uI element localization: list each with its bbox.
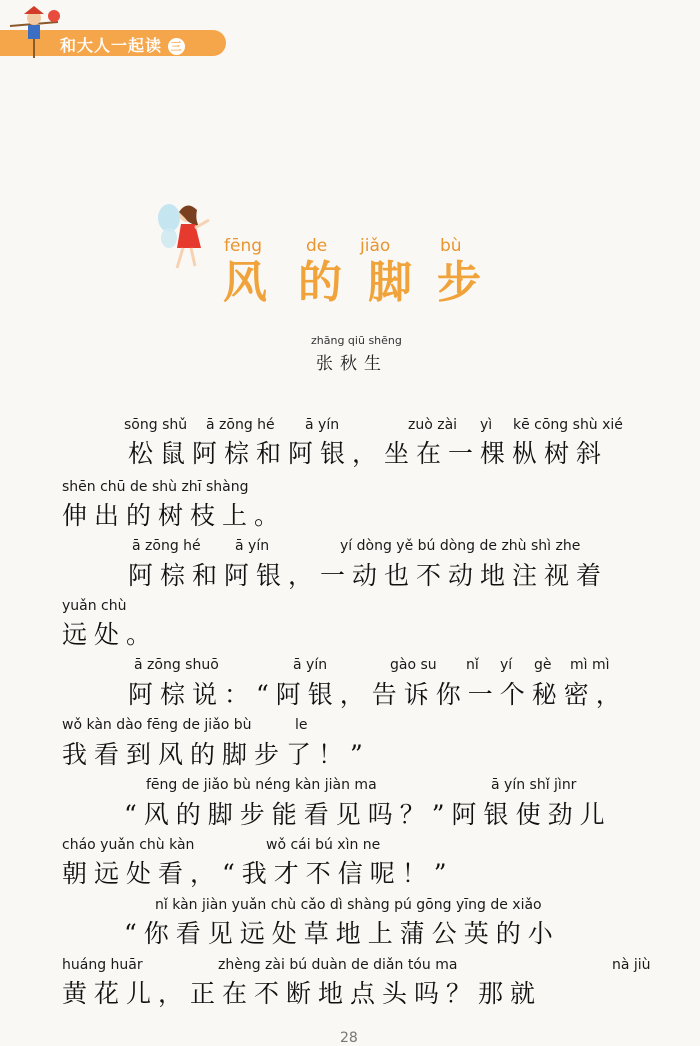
- series-title: [60, 33, 185, 56]
- title-char-1: 风: [223, 257, 267, 308]
- volume-badge: 三: [168, 38, 185, 55]
- line-2-text: 伸出的树枝上。: [62, 501, 287, 530]
- scarecrow-icon: [2, 4, 62, 60]
- line-3-text: 阿棕和阿银，一动也不动地注视着: [128, 561, 609, 590]
- line-7-pinyin: ā yín shǐ jìnr: [491, 777, 577, 793]
- line-1-pinyin: ā yín: [305, 417, 340, 433]
- line-10-pinyin: zhèng zài bú duàn de diǎn tóu ma: [218, 957, 458, 973]
- line-3-pinyin: ā yín: [235, 538, 270, 554]
- series-title-label: 和大人一起读: [60, 36, 163, 55]
- line-8-pinyin: cháo yuǎn chù kàn: [62, 837, 195, 853]
- line-1-pinyin: zuò zài: [408, 417, 458, 433]
- line-5-pinyin: ā zōng shuō: [134, 657, 219, 673]
- line-2-pinyin: shēn chū de shù zhī shàng: [62, 479, 249, 495]
- line-1-pinyin: kē cōng shù xié: [513, 417, 623, 433]
- line-1-pinyin: yì: [480, 417, 493, 433]
- line-6-text: 我看到风的脚步了！”: [62, 740, 370, 769]
- line-4-text: 远处。: [62, 620, 159, 649]
- title-pinyin-1: fēng: [224, 236, 263, 256]
- line-1-pinyin: ā zōng hé: [206, 417, 275, 433]
- line-5-pinyin: yí: [500, 657, 513, 673]
- title-pinyin-2: de: [306, 236, 328, 256]
- line-7-text: “风的脚步能看见吗？”阿银使劲儿: [124, 800, 612, 829]
- line-5-pinyin: ā yín: [293, 657, 328, 673]
- line-5-text: 阿棕说：“阿银，告诉你一个秘密，: [128, 680, 628, 709]
- line-9-text: “你看见远处草地上蒲公英的小: [124, 919, 560, 948]
- title-pinyin-4: bù: [440, 236, 462, 256]
- line-4-pinyin: yuǎn chù: [62, 598, 127, 614]
- title-pinyin-3: jiǎo: [360, 236, 391, 256]
- line-1-pinyin: sōng shǔ: [124, 417, 188, 433]
- line-7-pinyin: fēng de jiǎo bù néng kàn jiàn ma: [146, 777, 377, 793]
- line-3-pinyin: ā zōng hé: [132, 538, 201, 554]
- line-5-pinyin: mì mì: [570, 657, 610, 673]
- title-char-2: 的: [298, 257, 342, 308]
- title-char-4: 步: [437, 257, 481, 308]
- line-8-pinyin: wǒ cái bú xìn ne: [266, 837, 381, 853]
- author-name: 张秋生: [316, 354, 388, 374]
- line-3-pinyin: yí dòng yě bú dòng de zhù shì zhe: [340, 538, 581, 554]
- page-number: 28: [340, 1030, 358, 1046]
- line-6-pinyin: wǒ kàn dào fēng de jiǎo bù: [62, 717, 252, 733]
- author-pinyin: zhāng qiū shēng: [311, 334, 402, 347]
- line-5-pinyin: nǐ: [466, 657, 479, 673]
- line-6-pinyin: le: [295, 717, 308, 733]
- line-1-text: 松鼠阿棕和阿银，坐在一棵枞树斜: [128, 439, 609, 468]
- line-5-pinyin: gè: [534, 657, 552, 673]
- fairy-illustration: [155, 198, 217, 276]
- line-10-pinyin: huáng huār: [62, 957, 143, 973]
- line-5-pinyin: gào su: [390, 657, 437, 673]
- line-10-pinyin: nà jiù: [612, 957, 651, 973]
- line-10-text: 黄花儿，正在不断地点头吗？那就: [62, 979, 543, 1008]
- line-8-text: 朝远处看，“我才不信呢！”: [62, 859, 454, 888]
- line-9-pinyin: nǐ kàn jiàn yuǎn chù cǎo dì shàng pú gōng yīng de xiǎo: [155, 897, 542, 913]
- title-char-3: 脚: [368, 257, 412, 308]
